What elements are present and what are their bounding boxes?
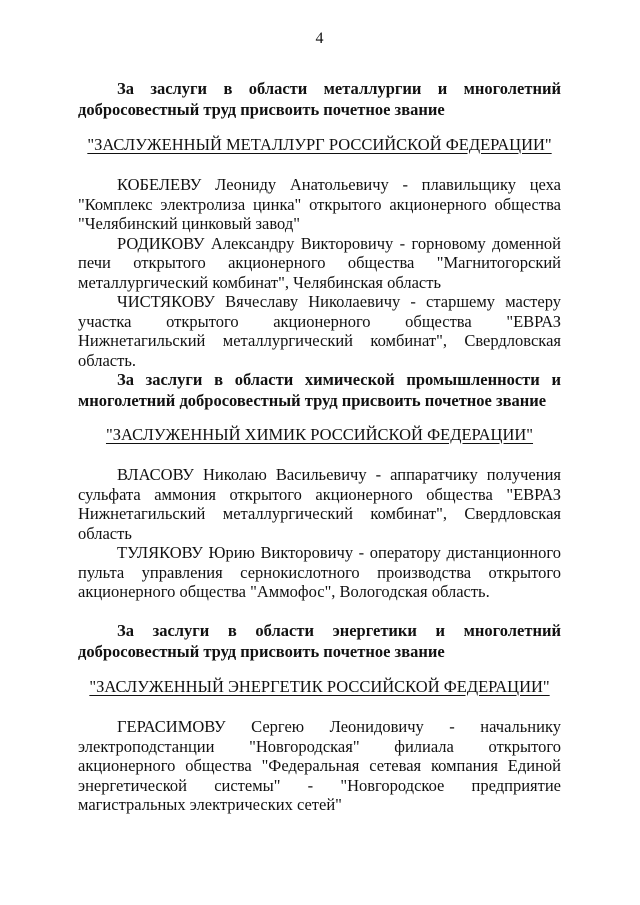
award-entries [78, 175, 561, 370]
award-title: "ЗАСЛУЖЕННЫЙ МЕТАЛЛУРГ РОССИЙСКОЙ ФЕДЕРАЦИИ" [87, 135, 552, 154]
award-section-metallurgy [78, 78, 561, 120]
award-entry: ТУЛЯКОВУ Юрию Викторовичу - оператору дистанционного пульта управления сернокислотного производства открытого акционерного общества "Аммофос", Вологодская область. [78, 543, 561, 601]
page-number: 4 [315, 30, 324, 47]
section-intro: За заслуги в области химической промышленности и многолетний добросовестный труд присвоить почетное звание [78, 370, 561, 410]
award-title-block [78, 676, 561, 698]
section-intro: За заслуги в области энергетики и многолетний добросовестный труд присвоить почетное звание [78, 621, 561, 661]
award-title-block [78, 424, 561, 446]
award-title-block [78, 134, 561, 156]
award-entries [78, 717, 561, 815]
award-entries [78, 465, 561, 602]
award-section-chemistry [78, 369, 561, 411]
section-intro: За заслуги в области металлургии и многолетний добросовестный труд присвоить почетное звание [78, 79, 561, 119]
award-entry: ГЕРАСИМОВУ Сергею Леонидовичу - начальнику электроподстанции "Новгородская" филиала открытого акционерного общества "Федеральная сетевая компания Единой энергетической системы" - "Новгородское предприятие магистральных электрических сетей" [78, 717, 561, 814]
award-entry: ЧИСТЯКОВУ Вячеславу Николаевичу - старшему мастеру участка открытого акционерного общества "ЕВРАЗ Нижнетагильский металлургический комбинат", Свердловская область. [78, 292, 561, 370]
award-entry: РОДИКОВУ Александру Викторовичу - горновому доменной печи открытого акционерного общества "Магнитогорский металлургический комбинат", Челябинская область [78, 233, 561, 292]
award-section-energy [78, 620, 561, 662]
award-title: "ЗАСЛУЖЕННЫЙ ЭНЕРГЕТИК РОССИЙСКОЙ ФЕДЕРАЦИИ" [89, 677, 550, 696]
award-entry: КОБЕЛЕВУ Леониду Анатольевичу - плавильщику цеха "Комплекс электролиза цинка" открытого акционерного общества "Челябинский цинковый завод" [78, 175, 561, 233]
award-entry: ВЛАСОВУ Николаю Васильевичу - аппаратчику получения сульфата аммония открытого акционерного общества "ЕВРАЗ Нижнетагильский металлургический комбинат", Свердловская область [78, 465, 561, 543]
award-title: "ЗАСЛУЖЕННЫЙ ХИМИК РОССИЙСКОЙ ФЕДЕРАЦИИ" [105, 425, 534, 444]
